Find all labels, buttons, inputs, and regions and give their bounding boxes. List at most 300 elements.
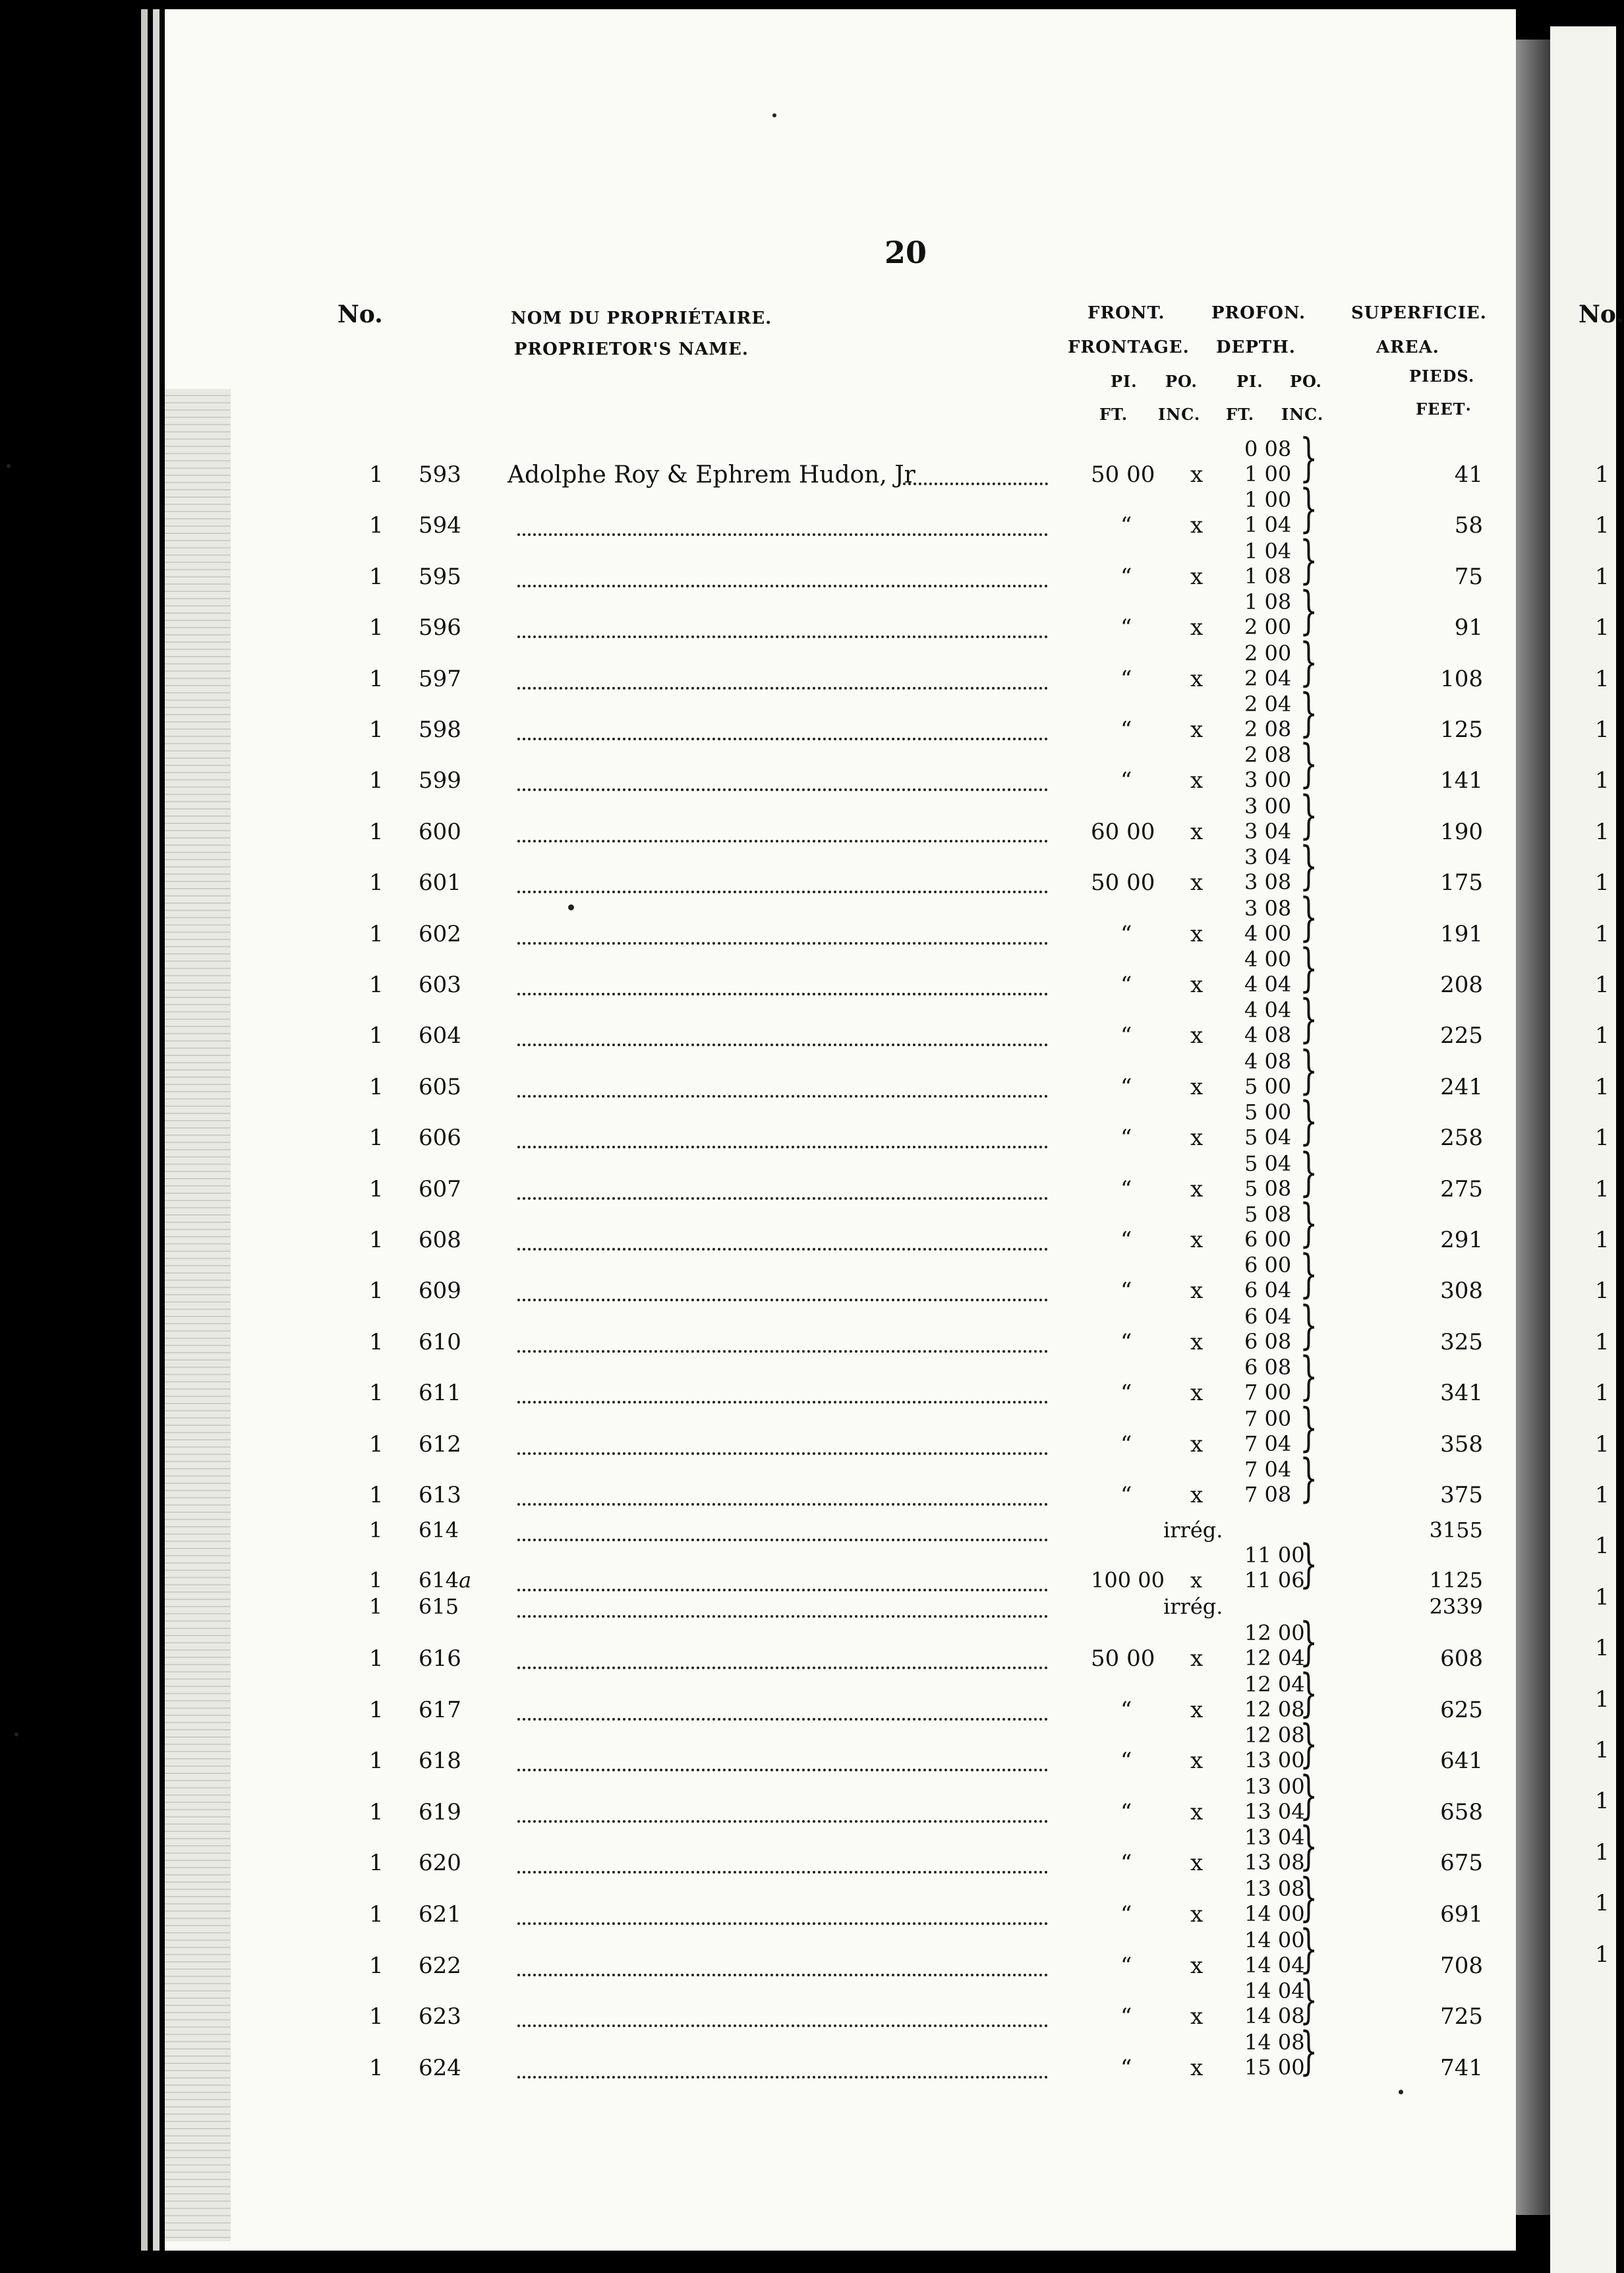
leader-dots [517, 993, 1048, 995]
depth-to: 13 08 [1244, 1850, 1305, 1875]
area-value: 625 [1440, 1696, 1483, 1723]
depth-from: 3 08 [1244, 895, 1292, 921]
depth-to: 1 08 [1244, 563, 1292, 589]
depth-brace: } [1300, 989, 1318, 1049]
leader-dots [517, 1503, 1048, 1506]
depth-to: 3 08 [1244, 870, 1292, 895]
area-value: 225 [1440, 1022, 1483, 1049]
frontage-value: 100 00 [1091, 1568, 1165, 1593]
depth-brace: } [1300, 1040, 1318, 1100]
frontage-ditto: “ [1120, 1850, 1132, 1877]
row-col1: 1 [369, 1748, 384, 1775]
depth-to: 7 00 [1244, 1380, 1292, 1405]
lot-number: 608 [419, 1227, 461, 1253]
area-value: 1125 [1429, 1568, 1483, 1593]
area-value: 2339 [1429, 1594, 1483, 1619]
frontage-ditto: “ [1120, 563, 1132, 590]
leader-dots [517, 1452, 1048, 1455]
depth-from: 1 04 [1244, 538, 1292, 564]
header-name-fr: NOM DU PROPRIÉTAIRE. [511, 309, 772, 328]
area-value: 358 [1440, 1431, 1483, 1458]
area-value: 241 [1440, 1073, 1483, 1100]
frontage-ditto: “ [1120, 1696, 1132, 1723]
times-sign: x [1190, 461, 1204, 488]
depth-from: 5 08 [1244, 1202, 1292, 1227]
row-col1: 1 [369, 920, 384, 947]
area-value: 175 [1440, 870, 1483, 897]
depth-brace: } [1300, 734, 1318, 794]
header-front-ft: FT. [1099, 405, 1128, 424]
depth-brace: } [1300, 581, 1318, 641]
depth-brace: } [1300, 1535, 1318, 1594]
depth-to: 6 04 [1244, 1278, 1292, 1303]
lot-number: 596 [419, 614, 461, 641]
row-col1: 1 [369, 1380, 384, 1407]
row-col1: 1 [369, 1696, 384, 1723]
frontage-value: 50 00 [1091, 1645, 1155, 1672]
frontage-ditto: “ [1120, 1227, 1132, 1253]
depth-to: 14 04 [1244, 1952, 1305, 1978]
lot-number: 607 [419, 1175, 461, 1202]
depth-from: 5 00 [1244, 1100, 1292, 1125]
frontage-ditto: “ [1120, 2054, 1132, 2081]
lot-number: 610 [419, 1328, 461, 1355]
next-page-col1: 1 [1595, 818, 1610, 845]
depth-to: 7 08 [1244, 1482, 1292, 1507]
lot-number: 619 [419, 1798, 461, 1825]
next-page-col1: 1 [1595, 717, 1610, 743]
depth-to: 1 04 [1244, 512, 1292, 538]
leader-dots [517, 738, 1048, 740]
lot-number: 601 [419, 870, 461, 897]
depth-from: 4 04 [1244, 997, 1292, 1023]
frontage-ditto: “ [1120, 1748, 1132, 1775]
depth-to: 3 04 [1244, 818, 1292, 844]
area-value: 341 [1440, 1380, 1483, 1407]
area-value: 291 [1440, 1227, 1483, 1253]
depth-to: 2 00 [1244, 614, 1292, 640]
depth-from: 6 00 [1244, 1253, 1292, 1278]
leader-dots [517, 840, 1048, 842]
times-sign: x [1190, 920, 1204, 947]
area-value: 375 [1440, 1482, 1483, 1508]
next-page-col1: 1 [1595, 1533, 1610, 1560]
times-sign: x [1190, 1431, 1204, 1458]
depth-to: 6 00 [1244, 1227, 1292, 1252]
header-area-feet: FEET· [1416, 399, 1472, 419]
depth-brace: } [1300, 1612, 1318, 1672]
depth-brace: } [1300, 1092, 1318, 1152]
leader-dots [517, 1769, 1048, 1771]
times-sign: x [1190, 665, 1204, 692]
page-edge [153, 9, 160, 2251]
times-sign: x [1190, 563, 1204, 590]
area-value: 258 [1440, 1125, 1483, 1152]
leader-dots [903, 483, 1048, 485]
leader-dots [517, 1974, 1048, 1976]
page-edge [141, 9, 148, 2251]
next-page-col1: 1 [1595, 1380, 1610, 1407]
leader-dots [517, 1539, 1048, 1541]
area-value: 691 [1440, 1901, 1483, 1928]
depth-from: 12 00 [1244, 1620, 1305, 1645]
leader-dots [517, 1350, 1048, 1353]
times-sign: x [1190, 1227, 1204, 1253]
depth-from: 12 04 [1244, 1671, 1305, 1697]
row-col1: 1 [369, 1227, 384, 1253]
depth-brace: } [1300, 1194, 1318, 1253]
header-front-inc: INC. [1158, 405, 1201, 424]
times-sign: x [1190, 1022, 1204, 1049]
leader-dots [517, 635, 1048, 638]
next-page-col1: 1 [1595, 1737, 1610, 1763]
row-col1: 1 [369, 870, 384, 897]
header-area-pieds: PIEDS. [1409, 367, 1475, 386]
depth-to: 7 04 [1244, 1431, 1292, 1456]
next-page-col1: 1 [1595, 1941, 1610, 1968]
area-value: 725 [1440, 2003, 1483, 2030]
leader-dots [517, 1044, 1048, 1046]
header-depth-en: DEPTH. [1216, 338, 1296, 357]
depth-from: 4 00 [1244, 947, 1292, 972]
next-page-col1: 1 [1595, 461, 1610, 488]
next-page-col1: 1 [1595, 1073, 1610, 1100]
row-col1: 1 [369, 1328, 384, 1355]
area-value: 125 [1440, 717, 1483, 743]
area-value: 41 [1454, 461, 1483, 488]
next-page-col1: 1 [1595, 1328, 1610, 1355]
times-sign: x [1190, 972, 1204, 998]
lot-number: 603 [419, 972, 461, 998]
lot-number: 600 [419, 818, 461, 845]
frontage-ditto: “ [1120, 972, 1132, 998]
depth-from: 1 08 [1244, 589, 1292, 615]
row-col1: 1 [369, 1518, 383, 1543]
row-col1: 1 [369, 1568, 383, 1593]
depth-brace: } [1300, 1295, 1318, 1355]
depth-brace: } [1300, 1765, 1318, 1825]
header-area-en: AREA. [1376, 338, 1439, 357]
header-depth-ft: FT. [1226, 405, 1255, 424]
times-sign: x [1190, 1482, 1204, 1508]
depth-to: 11 06 [1244, 1568, 1305, 1593]
depth-from: 5 04 [1244, 1150, 1292, 1176]
frontage-ditto: “ [1120, 1073, 1132, 1100]
header-front-fr: FRONT. [1088, 303, 1165, 323]
row-col1: 1 [369, 1798, 384, 1825]
row-col1: 1 [369, 1850, 384, 1877]
times-sign: x [1190, 1850, 1204, 1877]
depth-to: 14 00 [1244, 1901, 1305, 1926]
leader-dots [517, 1197, 1048, 1200]
ink-speck [772, 113, 776, 117]
depth-to: 4 04 [1244, 972, 1292, 997]
depth-brace: } [1300, 1868, 1318, 1928]
row-col1: 1 [369, 767, 384, 794]
depth-brace: } [1300, 1715, 1318, 1775]
leader-dots [517, 687, 1048, 690]
header-next-no: No. [1579, 301, 1624, 328]
depth-to: 13 04 [1244, 1798, 1305, 1824]
header-front-en: FRONTAGE. [1068, 338, 1190, 357]
next-page-col1: 1 [1595, 767, 1610, 794]
ink-speck [14, 1732, 18, 1736]
area-value: 275 [1440, 1175, 1483, 1202]
frontage-ditto: “ [1120, 767, 1132, 794]
lot-number: 614a [419, 1568, 472, 1593]
frontage-ditto: “ [1120, 1022, 1132, 1049]
next-page-col1: 1 [1595, 1635, 1610, 1662]
frontage-ditto: “ [1120, 1952, 1132, 1979]
next-page-col1: 1 [1595, 1227, 1610, 1253]
lot-number: 620 [419, 1850, 461, 1877]
depth-to: 5 08 [1244, 1175, 1292, 1201]
leader-dots [517, 1248, 1048, 1251]
next-page-col1: 1 [1595, 1686, 1610, 1713]
leader-dots [517, 1589, 1048, 1591]
area-value: 3155 [1429, 1518, 1483, 1543]
depth-to: 12 08 [1244, 1696, 1305, 1722]
depth-to: 6 08 [1244, 1328, 1292, 1354]
depth-from: 14 08 [1244, 2029, 1305, 2055]
depth-from: 7 04 [1244, 1457, 1292, 1482]
lot-number: 616 [419, 1645, 461, 1672]
lot-number: 605 [419, 1073, 461, 1100]
depth-brace: } [1300, 1449, 1318, 1508]
header-depth-fr: PROFON. [1211, 303, 1306, 323]
depth-from: 2 04 [1244, 692, 1292, 717]
times-sign: x [1190, 767, 1204, 794]
leader-dots [517, 2024, 1048, 2027]
depth-from: 14 04 [1244, 1978, 1305, 2004]
row-col1: 1 [369, 1073, 384, 1100]
row-col1: 1 [369, 1175, 384, 1202]
next-page-col1: 1 [1595, 1482, 1610, 1508]
lot-number: 594 [419, 512, 461, 539]
frontage-ditto: “ [1120, 920, 1132, 947]
frontage-ditto: “ [1120, 614, 1132, 641]
times-sign: x [1190, 512, 1204, 539]
depth-brace: } [1300, 1142, 1318, 1202]
depth-brace: } [1300, 530, 1318, 590]
depth-to: 15 00 [1244, 2054, 1305, 2080]
next-page-col1: 1 [1595, 512, 1610, 539]
next-page-col1: 1 [1595, 1583, 1610, 1610]
header-no: No. [337, 301, 383, 328]
depth-from: 3 00 [1244, 793, 1292, 819]
depth-brace: } [1300, 1919, 1318, 1979]
times-sign: x [1190, 1798, 1204, 1825]
row-col1: 1 [369, 1645, 384, 1672]
next-page-col1: 1 [1595, 1022, 1610, 1049]
row-col1: 1 [369, 1952, 384, 1979]
area-value: 658 [1440, 1798, 1483, 1825]
header-area-fr: SUPERFICIE. [1351, 303, 1487, 323]
lot-number: 602 [419, 920, 461, 947]
page-number: 20 [884, 235, 927, 270]
next-page-col1: 1 [1595, 1431, 1610, 1458]
depth-brace: } [1300, 479, 1318, 539]
depth-from: 2 08 [1244, 742, 1292, 768]
row-col1: 1 [369, 1594, 383, 1619]
leader-dots [517, 1401, 1048, 1403]
ink-speck [7, 464, 11, 468]
lot-number: 599 [419, 767, 461, 794]
depth-brace: } [1300, 1970, 1318, 2030]
times-sign: x [1190, 1380, 1204, 1407]
times-sign: x [1190, 818, 1204, 845]
depth-brace: } [1300, 632, 1318, 692]
frontage-ditto: “ [1120, 1380, 1132, 1407]
binding-strip [165, 389, 231, 2241]
area-value: 75 [1454, 563, 1483, 590]
lot-number: 597 [419, 665, 461, 692]
depth-from: 12 08 [1244, 1723, 1305, 1748]
lot-number: 624 [419, 2054, 461, 2081]
times-sign: x [1190, 2054, 1204, 2081]
area-value: 191 [1440, 920, 1483, 947]
row-col1: 1 [369, 2054, 384, 2081]
lot-number: 598 [419, 717, 461, 743]
times-sign: x [1190, 2003, 1204, 2030]
leader-dots [517, 891, 1048, 893]
frontage-ditto: “ [1120, 1901, 1132, 1928]
depth-brace: } [1300, 887, 1318, 947]
leader-dots [517, 1820, 1048, 1823]
frontage-ditto: “ [1120, 1431, 1132, 1458]
leader-dots [517, 942, 1048, 945]
lot-number: 622 [419, 1952, 461, 1979]
ink-speck [1399, 2090, 1403, 2094]
header-depth-po: PO. [1290, 372, 1322, 391]
depth-from: 13 08 [1244, 1876, 1305, 1901]
depth-to: 4 08 [1244, 1022, 1292, 1048]
times-sign: x [1190, 1901, 1204, 1928]
next-page-col1: 1 [1595, 972, 1610, 998]
gutter-shadow [1516, 40, 1550, 2215]
depth-brace: } [1300, 1398, 1318, 1458]
next-page-col1: 1 [1595, 1788, 1610, 1815]
depth-from: 13 04 [1244, 1825, 1305, 1850]
depth-from: 0 08 [1244, 436, 1292, 461]
proprietor-name: Adolphe Roy & Ephrem Hudon, Jr [508, 461, 915, 488]
depth-brace: } [1300, 2021, 1318, 2081]
row-col1: 1 [369, 512, 384, 539]
row-col1: 1 [369, 717, 384, 743]
area-value: 91 [1454, 614, 1483, 641]
frontage-ditto: “ [1120, 717, 1132, 743]
row-col1: 1 [369, 1482, 384, 1508]
next-page-col1: 1 [1595, 563, 1610, 590]
next-page-col1: 1 [1595, 870, 1610, 897]
next-page-col1: 1 [1595, 1175, 1610, 1202]
frontage-ditto: “ [1120, 512, 1132, 539]
next-page-col1: 1 [1595, 920, 1610, 947]
frontage-value: 50 00 [1091, 870, 1155, 897]
area-value: 741 [1440, 2054, 1483, 2081]
frontage-ditto: “ [1120, 665, 1132, 692]
row-col1: 1 [369, 1901, 384, 1928]
frontage-ditto: “ [1120, 2003, 1132, 2030]
depth-from: 13 00 [1244, 1773, 1305, 1799]
header-depth-inc: INC. [1281, 405, 1324, 424]
area-value: 108 [1440, 665, 1483, 692]
frontage-value: 50 00 [1091, 461, 1155, 488]
depth-from: 7 00 [1244, 1405, 1292, 1431]
row-col1: 1 [369, 1022, 384, 1049]
times-sign: x [1190, 1748, 1204, 1775]
frontage-value: 60 00 [1091, 818, 1155, 845]
depth-to: 12 04 [1244, 1645, 1305, 1670]
area-value: 641 [1440, 1748, 1483, 1775]
lot-number: 609 [419, 1278, 461, 1305]
header-front-pi: PI. [1111, 372, 1138, 391]
area-value: 608 [1440, 1645, 1483, 1672]
header-name-en: PROPRIETOR'S NAME. [514, 339, 749, 359]
frontage-ditto: “ [1120, 1328, 1132, 1355]
lot-number: 595 [419, 563, 461, 590]
leader-dots [517, 1871, 1048, 1874]
leader-dots [517, 1718, 1048, 1721]
times-sign: x [1190, 614, 1204, 641]
times-sign: x [1190, 1696, 1204, 1723]
depth-to: 4 00 [1244, 920, 1292, 946]
times-sign: x [1190, 870, 1204, 897]
next-page-col1: 1 [1595, 665, 1610, 692]
frontage-ditto: “ [1120, 1278, 1132, 1305]
lot-number: 593 [419, 461, 461, 488]
row-col1: 1 [369, 563, 384, 590]
next-page-col1: 1 [1595, 1890, 1610, 1917]
depth-to: 5 00 [1244, 1073, 1292, 1099]
area-value: 58 [1454, 512, 1483, 539]
depth-to: 2 08 [1244, 717, 1292, 742]
lot-number: 611 [419, 1380, 461, 1407]
frontage-irregular: irrég. [1163, 1594, 1223, 1619]
area-value: 208 [1440, 972, 1483, 998]
times-sign: x [1190, 1952, 1204, 1979]
lot-number: 621 [419, 1901, 461, 1928]
next-page-col1: 1 [1595, 1839, 1610, 1866]
row-col1: 1 [369, 2003, 384, 2030]
depth-from: 6 08 [1244, 1355, 1292, 1380]
lot-number: 618 [419, 1748, 461, 1775]
times-sign: x [1190, 1073, 1204, 1100]
depth-brace: } [1300, 428, 1318, 488]
frontage-ditto: “ [1120, 1125, 1132, 1152]
area-value: 675 [1440, 1850, 1483, 1877]
leader-dots [517, 1922, 1048, 1925]
depth-to: 3 00 [1244, 767, 1292, 793]
depth-from: 14 00 [1244, 1927, 1305, 1953]
depth-brace: } [1300, 785, 1318, 845]
row-col1: 1 [369, 665, 384, 692]
next-page-col1: 1 [1595, 1278, 1610, 1305]
depth-brace: } [1300, 1663, 1318, 1723]
leader-dots [517, 585, 1048, 587]
depth-to: 1 00 [1244, 461, 1292, 487]
lot-number: 604 [419, 1022, 461, 1049]
header-front-po: PO. [1165, 372, 1198, 391]
lot-number: 614 [419, 1518, 459, 1543]
depth-brace: } [1300, 939, 1318, 998]
leader-dots [517, 1667, 1048, 1669]
leader-dots [517, 1095, 1048, 1098]
row-col1: 1 [369, 461, 384, 488]
depth-brace: } [1300, 1817, 1318, 1877]
depth-to: 2 04 [1244, 665, 1292, 691]
lot-number: 615 [419, 1594, 459, 1619]
